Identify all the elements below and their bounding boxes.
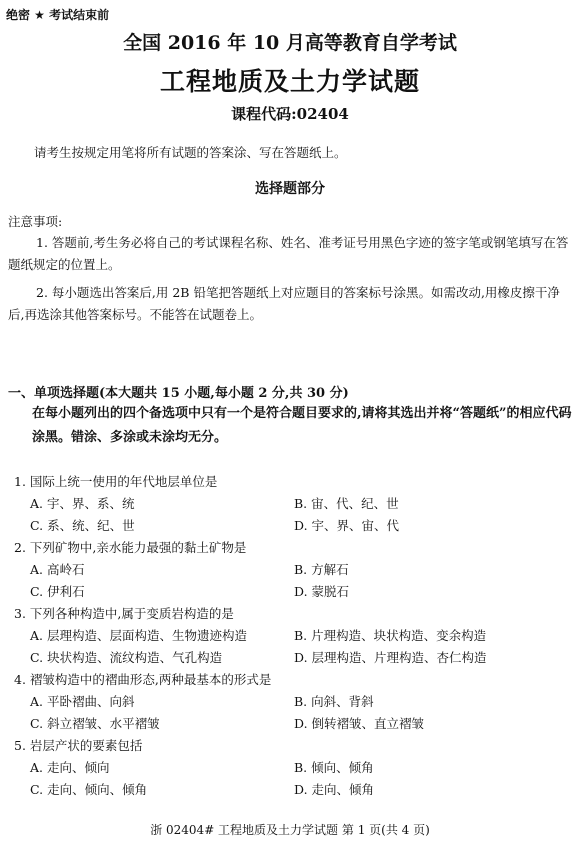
general-instruction: 请考生按规定用笔将所有试题的答案涂、写在答题纸上。 bbox=[34, 145, 347, 160]
option-c: C. 块状构造、流纹构造、气孔构造 bbox=[30, 650, 223, 665]
option-b: B. 方解石 bbox=[294, 562, 349, 577]
option-d: D. 蒙脱石 bbox=[294, 584, 350, 599]
question-stem: 4. 褶皱构造中的褶曲形态,两种最基本的形式是 bbox=[14, 672, 272, 687]
option-c: C. 走向、倾向、倾角 bbox=[30, 782, 148, 797]
option-c: C. 伊利石 bbox=[30, 584, 85, 599]
question-stem: 2. 下列矿物中,亲水能力最强的黏土矿物是 bbox=[14, 540, 247, 555]
option-d: D. 宇、界、宙、代 bbox=[294, 518, 400, 533]
notes-title: 注意事项: bbox=[8, 214, 63, 229]
part-title: 一、单项选择题(本大题共 15 小题,每小题 2 分,共 30 分) bbox=[8, 386, 349, 401]
note-item: 1. 答题前,考生务必将自己的考试课程名称、姓名、准考证号用黑色字迹的签字笔或钢笔填写在答题纸规定的位置上。 bbox=[8, 235, 569, 272]
option-b: B. 倾向、倾角 bbox=[294, 760, 374, 775]
option-c: C. 斜立褶皱、水平褶皱 bbox=[30, 716, 160, 731]
course-code: 课程代码:02404 bbox=[231, 105, 349, 123]
option-c: C. 系、统、纪、世 bbox=[30, 518, 135, 533]
page-footer: 浙 02404# 工程地质及土力学试题 第 1 页(共 4 页) bbox=[150, 823, 430, 837]
option-d: D. 层理构造、片理构造、杏仁构造 bbox=[294, 650, 487, 665]
option-a: A. 层理构造、层面构造、生物遗迹构造 bbox=[30, 628, 247, 643]
option-d: D. 倒转褶皱、直立褶皱 bbox=[294, 716, 425, 731]
question-stem: 1. 国际上统一使用的年代地层单位是 bbox=[14, 474, 218, 489]
secret-label: 绝密 ★ 考试结束前 bbox=[6, 8, 110, 22]
option-a: A. 宇、界、系、统 bbox=[30, 496, 135, 511]
subject-title: 工程地质及土力学试题 bbox=[159, 67, 420, 96]
option-d: D. 走向、倾角 bbox=[294, 782, 375, 797]
exam-title: 全国 2016 年 10 月高等教育自学考试 bbox=[123, 32, 457, 54]
option-a: A. 走向、倾向 bbox=[30, 760, 110, 775]
note-item: 2. 每小题选出答案后,用 2B 铅笔把答题纸上对应题目的答案标号涂黑。如需改动,用橡皮擦干净后,再选涂其他答案标号。不能答在试题卷上。 bbox=[8, 285, 560, 322]
question-stem: 5. 岩层产状的要素包括 bbox=[14, 738, 143, 753]
option-b: B. 片理构造、块状构造、变余构造 bbox=[294, 628, 487, 643]
option-b: B. 宙、代、纪、世 bbox=[294, 496, 399, 511]
question-stem: 3. 下列各种构造中,属于变质岩构造的是 bbox=[14, 606, 234, 621]
option-a: A. 高岭石 bbox=[30, 562, 85, 577]
option-a: A. 平卧褶曲、向斜 bbox=[30, 694, 135, 709]
part-description: 在每小题列出的四个备选项中只有一个是符合题目要求的,请将其选出并将“答题纸”的相应代码涂黑。错涂、多涂或未涂均无分。 bbox=[32, 406, 572, 445]
section-title: 选择题部分 bbox=[255, 181, 325, 197]
option-b: B. 向斜、背斜 bbox=[294, 694, 374, 709]
